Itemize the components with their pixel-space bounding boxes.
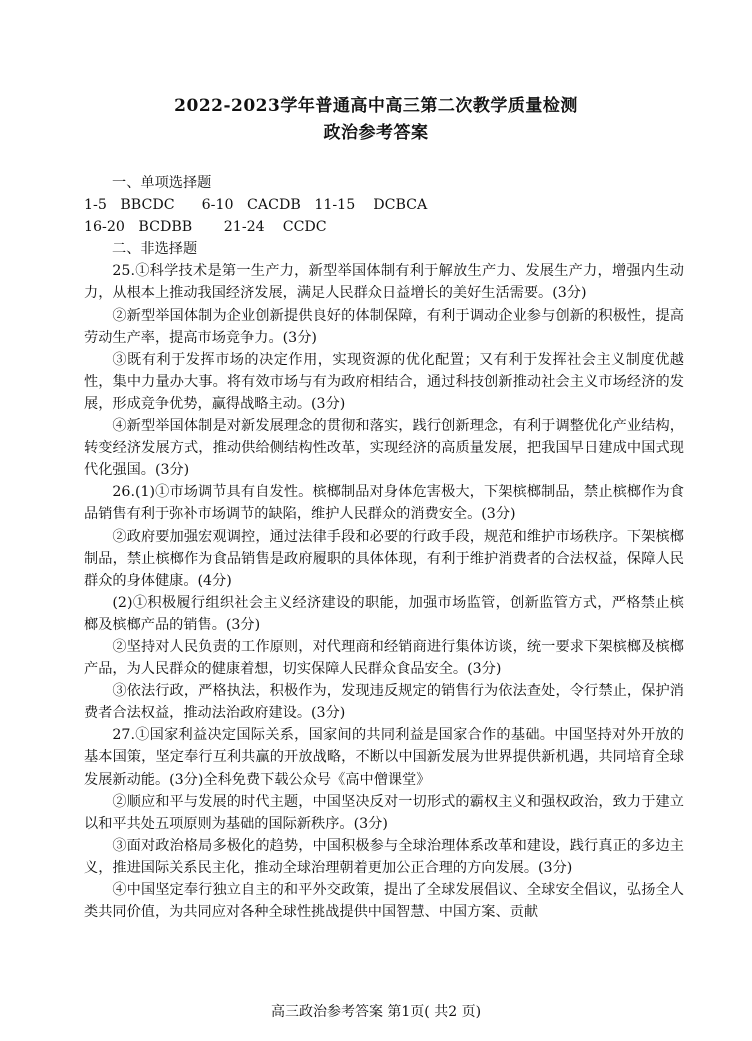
answer-paragraph: ③既有利于发挥市场的决定作用，实现资源的优化配置；又有利于发挥社会主义制度优越性，集中力量办大事。将有效市场与有为政府相结合，通过科技创新推动社会主义市场经济的发展，形成竞争优势，赢得战略主动。(3分) xyxy=(84,351,684,412)
answer-body xyxy=(84,172,684,923)
mc-answers-row-1: 1-5 BBCDC 6-10 CACDB 11-15 DCBCA xyxy=(84,197,428,214)
answer-paragraph: 25.①科学技术是第一生产力，新型举国体制有利于解放生产力、发展生产力，增强内生动力，从根本上推动我国经济发展，满足人民群众日益增长的美好生活需要。(3分) xyxy=(84,263,684,302)
answer-paragraph: ②政府要加强宏观调控，通过法律手段和必要的行政手段，规范和维护市场秩序。下架槟榔制品，禁止槟榔作为食品销售是政府履职的具体体现，有利于维护消费者的合法权益，保障人民群众的身体健康。(4分) xyxy=(84,528,684,589)
document-subtitle: 政治参考答案 xyxy=(323,123,429,143)
answer-paragraph: 27.①国家利益决定国际关系，国家间的共同利益是国家合作的基础。中国坚持对外开放的基本国策，坚定奉行互利共赢的开放战略，不断以中国新发展为世界提供新机遇，共同培育全球发展新动能。(3分)全科免费下载公众号《高中僧课堂》 xyxy=(84,727,684,788)
answer-paragraph: ③面对政治格局多极化的趋势，中国积极参与全球治理体系改革和建设，践行真正的多边主义，推进国际关系民主化，推动全球治理朝着更加公正合理的方向发展。(3分) xyxy=(84,837,684,876)
answer-paragraph: 26.(1)①市场调节具有自发性。槟榔制品对身体危害极大，下架槟榔制品，禁止槟榔作为食品销售有利于弥补市场调节的缺陷，维护人民群众的消费安全。(3分) xyxy=(84,484,684,523)
answer-paragraph: ②坚持对人民负责的工作原则，对代理商和经销商进行集体访谈，统一要求下架槟榔及槟榔产品，为人民群众的健康着想，切实保障人民群众食品安全。(3分) xyxy=(84,638,684,678)
section-heading-multiple-choice: 一、单项选择题 xyxy=(112,175,212,191)
answer-paragraph: ③依法行政，严格执法，积极作为，发现违反规定的销售行为依法查处，令行禁止，保护消费者合法权益，推动法治政府建设。(3分) xyxy=(84,683,684,722)
page-footer: 高三政治参考答案 第1页( 共2 页) xyxy=(270,1004,482,1020)
document-title: 2022-2023学年普通高中高三第二次教学质量检测 xyxy=(174,96,578,116)
answer-paragraph: ④新型举国体制是对新发展理念的贯彻和落实，践行创新理念，有利于调整优化产业结构，转变经济发展方式，推动供给侧结构性改革，实现经济的高质量发展，把我国早日建成中国式现代化强国。(3分) xyxy=(84,418,684,479)
answer-paragraph: ④中国坚定奉行独立自主的和平外交政策，提出了全球发展倡议、全球安全倡议，弘扬全人类共同价值，为共同应对各种全球性挑战提供中国智慧、中国方案、贡献 xyxy=(84,882,684,921)
section-heading-non-choice: 二、非选择题 xyxy=(112,241,198,258)
answer-paragraph: ②顺应和平与发展的时代主题，中国坚决反对一切形式的霸权主义和强权政治，致力于建立以和平共处五项原则为基础的国际新秩序。(3分) xyxy=(84,793,684,832)
answer-paragraph: (2)①积极履行组织社会主义经济建设的职能，加强市场监管，创新监管方式，严格禁止槟榔及槟榔产品的销售。(3分) xyxy=(84,594,684,633)
answer-paragraph: ②新型举国体制为企业创新提供良好的体制保障，有利于调动企业参与创新的积极性，提高劳动生产率，提高市场竞争力。(3分) xyxy=(84,307,684,346)
mc-answers-row-2: 16-20 BCDBB 21-24 CCDC xyxy=(84,219,327,236)
